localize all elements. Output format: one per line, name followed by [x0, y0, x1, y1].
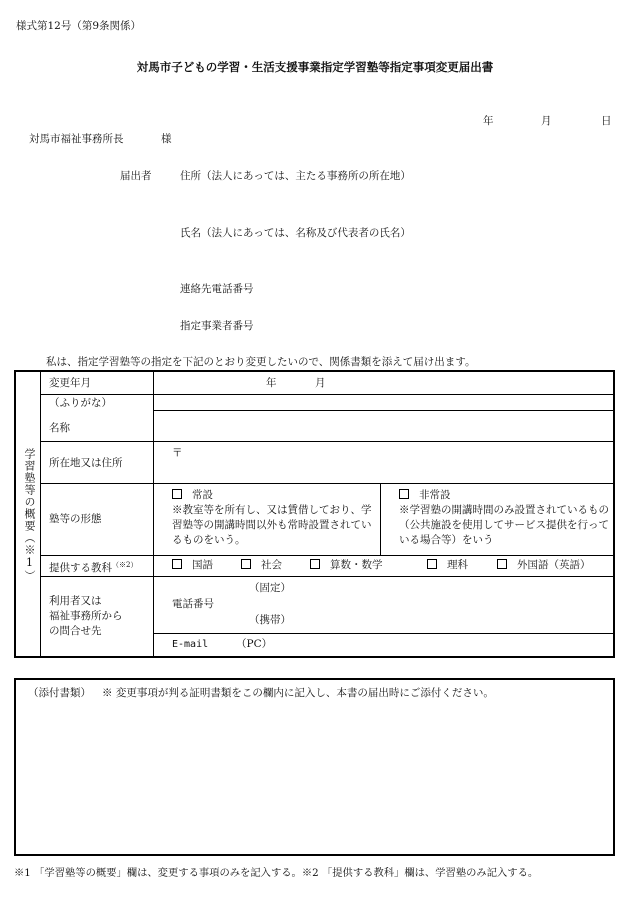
tel-fixed-label: （固定）	[249, 582, 291, 594]
non-permanent-title: 非常設	[419, 489, 451, 501]
contact-label-line2: 福祉事務所から	[49, 610, 123, 622]
table-hline	[41, 483, 614, 484]
table-vline	[40, 371, 41, 657]
change-date-label: 変更年月	[49, 377, 91, 389]
subject-checkbox[interactable]	[172, 559, 182, 569]
table-hline	[41, 394, 614, 395]
subjects-label: 提供する教科$^{(※2)}$	[49, 561, 138, 574]
email-pc-label: （PC）	[236, 638, 273, 650]
change-month-label: 月	[315, 377, 326, 389]
date-month-label: 月	[541, 115, 552, 127]
contact-label-line1: 利用者又は	[49, 595, 102, 607]
address-label: 住所（法人にあっては、主たる事務所の所在地）	[180, 170, 411, 182]
subjects-note: （※2）	[112, 561, 138, 569]
furigana-label: （ふりがな）	[49, 397, 112, 409]
date-year-label: 年	[483, 115, 494, 127]
subject-checkbox[interactable]	[427, 559, 437, 569]
permanent-checkbox[interactable]	[172, 489, 182, 499]
subject-option[interactable]: 社会	[241, 558, 282, 573]
table-hline	[41, 441, 614, 442]
postal-mark: 〒	[172, 447, 183, 459]
attachments-box	[14, 678, 615, 856]
overview-side-label: 学習塾等の概要（※1）	[23, 447, 36, 582]
form-type-label: 塾等の形態	[49, 513, 102, 525]
phone-label: 連絡先電話番号	[180, 283, 254, 295]
subject-option[interactable]: 理科	[427, 558, 468, 573]
recipient: 対馬市福祉事務所長	[29, 133, 124, 145]
facility-name-label: 名称	[49, 422, 70, 434]
subject-option[interactable]: 国語	[172, 558, 213, 573]
table-hline	[154, 633, 614, 634]
document-title: 対馬市子どもの学習・生活支援事業指定学習塾等指定事項変更届出書	[136, 60, 494, 74]
tel-mobile-label: （携帯）	[249, 614, 291, 626]
name-label: 氏名（法人にあっては、名称及び代表者の氏名）	[180, 227, 411, 239]
attachments-note: ※ 変更事項が判る証明書類をこの欄内に記入し、本書の届出時にご添付ください。	[102, 687, 494, 699]
form-number: 様式第12号（第9条関係）	[16, 20, 142, 32]
footnote: ※1 「学習塾等の概要」欄は、変更する事項のみを記入する。※2 「提供する教科」欄は、学習塾のみ記入する。	[14, 867, 539, 879]
table-vline	[153, 371, 154, 657]
submitter-label: 届出者	[120, 170, 152, 182]
table-hline	[41, 555, 614, 556]
subject-checkbox[interactable]	[310, 559, 320, 569]
recipient-honorific: 様	[161, 133, 172, 145]
contact-label-line3: の問合せ先	[49, 625, 102, 637]
email-label: E-mail	[172, 639, 209, 650]
subject-checkbox[interactable]	[241, 559, 251, 569]
permanent-description: ※教室等を所有し、又は賃借しており、学習塾等の開講時間以外も常時設置されているものをいう。	[172, 504, 372, 546]
table-vline	[380, 483, 381, 555]
attachments-label: （添付書類）	[28, 687, 91, 699]
declaration-statement: 私は、指定学習塾等の指定を下記のとおり変更したいので、関係書類を添えて届け出ます。	[46, 356, 476, 368]
subject-option[interactable]: 算数・数学	[310, 558, 383, 573]
subject-option[interactable]: 外国語（英語）	[497, 558, 591, 573]
change-year-label: 年	[266, 377, 277, 389]
table-hline	[154, 410, 614, 411]
business-number-label: 指定事業者番号	[180, 320, 254, 332]
location-label: 所在地又は住所	[49, 457, 123, 469]
date-day-label: 日	[601, 115, 612, 127]
non-permanent-checkbox[interactable]	[399, 489, 409, 499]
subject-checkbox[interactable]	[497, 559, 507, 569]
permanent-title: 常設	[192, 489, 213, 501]
tel-label: 電話番号	[172, 598, 214, 610]
permanent-option[interactable]	[172, 488, 213, 503]
table-hline	[41, 576, 614, 577]
non-permanent-option[interactable]	[399, 488, 451, 503]
non-permanent-description: ※学習塾の開講時間のみ設置されているもの（公共施設を使用してサービス提供を行っている場合等）をいう	[399, 504, 609, 546]
